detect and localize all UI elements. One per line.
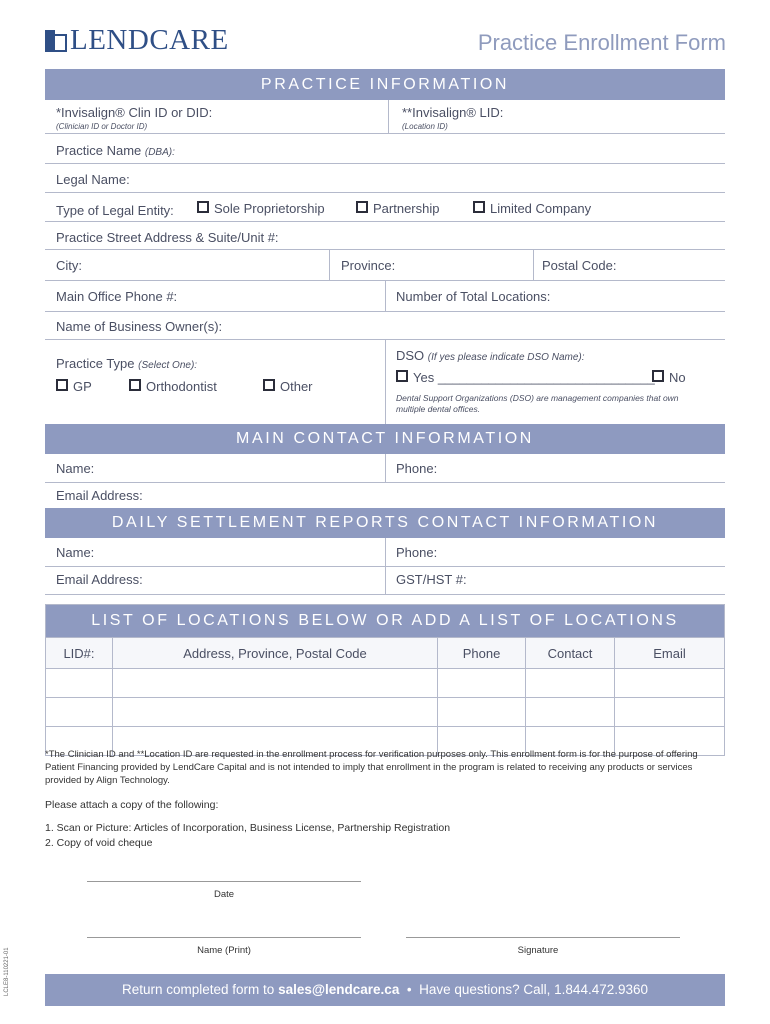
divider: [385, 280, 386, 311]
footer-banner: [45, 974, 725, 1006]
gst-hst-label: GST/HST #:: [396, 572, 467, 587]
attach-title: Please attach a copy of the following:: [45, 799, 219, 811]
dso-description: Dental Support Organizations (DSO) are management companies that own multiple dental offices.: [396, 393, 679, 414]
dso-note: (If yes please indicate DSO Name):: [427, 352, 585, 363]
table-cell[interactable]: [46, 698, 113, 727]
checkbox-icon: [129, 379, 141, 391]
lendcare-logo-mark-icon: [45, 30, 67, 52]
option-label: Limited Company: [490, 201, 592, 216]
table-cell[interactable]: [46, 669, 113, 698]
name-print-label: Name (Print): [197, 945, 251, 956]
column-header-contact: Contact: [526, 638, 615, 669]
lid-note: (Location ID): [402, 122, 448, 131]
clin-id-field[interactable]: [45, 100, 725, 133]
city-label: City:: [56, 258, 82, 273]
practice-type-text: Practice Type: [56, 356, 135, 371]
locations-heading: LIST OF LOCATIONS BELOW OR ADD A LIST OF LOCATIONS: [46, 605, 725, 638]
checkbox-icon: [56, 379, 68, 391]
column-header-lid: LID#:: [46, 638, 113, 669]
practice-name-label: [56, 143, 175, 158]
option-label: Yes ______________________________: [413, 370, 655, 385]
footer-prefix: Return completed form to: [121, 982, 275, 997]
divider: [385, 454, 386, 482]
divider: [385, 339, 386, 424]
dso-text: DSO: [396, 348, 425, 363]
main-contact-email-label: Email Address:: [56, 488, 143, 503]
row-divider: [45, 133, 725, 134]
clin-id-label: *Invisalign® Clin ID or DID:: [56, 105, 213, 120]
clin-id-note: (Clinician ID or Doctor ID): [56, 122, 148, 131]
main-office-phone-label: Main Office Phone #:: [56, 289, 178, 304]
postal-code-label: Postal Code:: [542, 258, 617, 273]
checkbox-sole-proprietorship[interactable]: [197, 201, 325, 216]
row-divider: [45, 192, 725, 193]
option-label: No: [669, 370, 686, 385]
province-label: Province:: [341, 258, 396, 273]
main-contact-name-label: Name:: [56, 461, 95, 476]
name-print-line[interactable]: [87, 937, 361, 938]
practice-name-note: (DBA):: [144, 147, 175, 158]
table-cell[interactable]: [526, 669, 615, 698]
option-label: Sole Proprietorship: [214, 201, 325, 216]
row-divider: [45, 249, 725, 250]
legal-name-label: Legal Name:: [56, 172, 130, 187]
table-cell[interactable]: [615, 698, 725, 727]
table-cell[interactable]: [615, 669, 725, 698]
date-line[interactable]: [87, 881, 361, 882]
locations-table: [45, 604, 725, 756]
checkbox-limited-company[interactable]: [473, 201, 591, 216]
practice-name-text: Practice Name: [56, 143, 142, 158]
total-locations-label: Number of Total Locations:: [396, 289, 551, 304]
checkbox-partnership[interactable]: [356, 201, 439, 216]
settlement-contact-heading: DAILY SETTLEMENT REPORTS CONTACT INFORMATION: [45, 508, 725, 538]
checkbox-orthodontist[interactable]: [129, 379, 217, 394]
column-header-phone: Phone: [438, 638, 526, 669]
disclaimer-footnote: *The Clinician ID and **Location ID are requested in the enrollment process for verification purposes only. This enrollment form is for the purpose of offering Patient Financing provided by LendCare Capital and is not intended to imply that enrollment in the program is related to receiving any products or services provided by Align Technology.: [45, 749, 698, 786]
column-header-address: Address, Province, Postal Code: [113, 638, 438, 669]
checkbox-icon: [396, 370, 408, 382]
table-cell[interactable]: [113, 669, 438, 698]
business-owners-label: Name of Business Owner(s):: [56, 319, 223, 334]
checkbox-dso-yes[interactable]: [396, 370, 655, 385]
attach-item-1: 1. Scan or Picture: Articles of Incorporation, Business License, Partnership Registration: [45, 822, 451, 834]
row-divider: [45, 221, 725, 222]
table-cell[interactable]: [438, 698, 526, 727]
footer-email-link[interactable]: sales@lendcare.ca: [278, 982, 400, 997]
checkbox-gp[interactable]: [56, 379, 92, 394]
checkbox-icon: [652, 370, 664, 382]
lid-label: **Invisalign® LID:: [402, 105, 504, 120]
lendcare-logo: [45, 26, 229, 55]
row-divider: [45, 594, 725, 595]
attach-item-2: 2. Copy of void cheque: [45, 837, 153, 849]
signature-line[interactable]: [406, 937, 680, 938]
checkbox-icon: [473, 201, 485, 213]
checkbox-other[interactable]: [263, 379, 313, 394]
date-label: Date: [213, 889, 235, 900]
settlement-email-label: Email Address:: [56, 572, 143, 587]
row-divider: [45, 566, 725, 567]
footer-questions: Have questions? Call, 1.844.472.9360: [419, 982, 649, 997]
main-contact-phone-label: Phone:: [396, 461, 438, 476]
divider: [329, 249, 330, 280]
practice-type-note: (Select One):: [138, 360, 198, 371]
form-title: Practice Enrollment Form: [477, 30, 726, 55]
divider: [533, 249, 534, 280]
checkbox-icon: [356, 201, 368, 213]
checkbox-icon: [263, 379, 275, 391]
table-cell[interactable]: [113, 698, 438, 727]
form-code: LCLE8-110221-01: [4, 947, 10, 996]
checkbox-dso-no[interactable]: [652, 370, 686, 385]
row-divider: [45, 482, 725, 483]
practice-type-label: [56, 356, 197, 371]
row-divider: [45, 311, 725, 312]
column-header-email: Email: [615, 638, 725, 669]
settlement-phone-label: Phone:: [396, 545, 438, 560]
option-label: Other: [280, 379, 313, 394]
table-row: [46, 669, 725, 698]
footer-separator: •: [406, 982, 412, 997]
logo-text: LENDCARE: [70, 24, 229, 56]
settlement-name-label: Name:: [56, 545, 95, 560]
option-label: GP: [73, 379, 92, 394]
table-row: [46, 698, 725, 727]
option-label: Orthodontist: [146, 379, 217, 394]
row-divider: [45, 163, 725, 164]
dso-label: [396, 348, 585, 363]
table-cell[interactable]: [526, 698, 615, 727]
main-contact-heading: MAIN CONTACT INFORMATION: [45, 424, 725, 454]
option-label: Partnership: [373, 201, 440, 216]
signature-label: Signature: [517, 945, 559, 956]
practice-information-heading: PRACTICE INFORMATION: [45, 69, 725, 100]
legal-entity-label: Type of Legal Entity:: [56, 203, 174, 218]
checkbox-icon: [197, 201, 209, 213]
address-label: Practice Street Address & Suite/Unit #:: [56, 230, 279, 245]
table-cell[interactable]: [438, 669, 526, 698]
